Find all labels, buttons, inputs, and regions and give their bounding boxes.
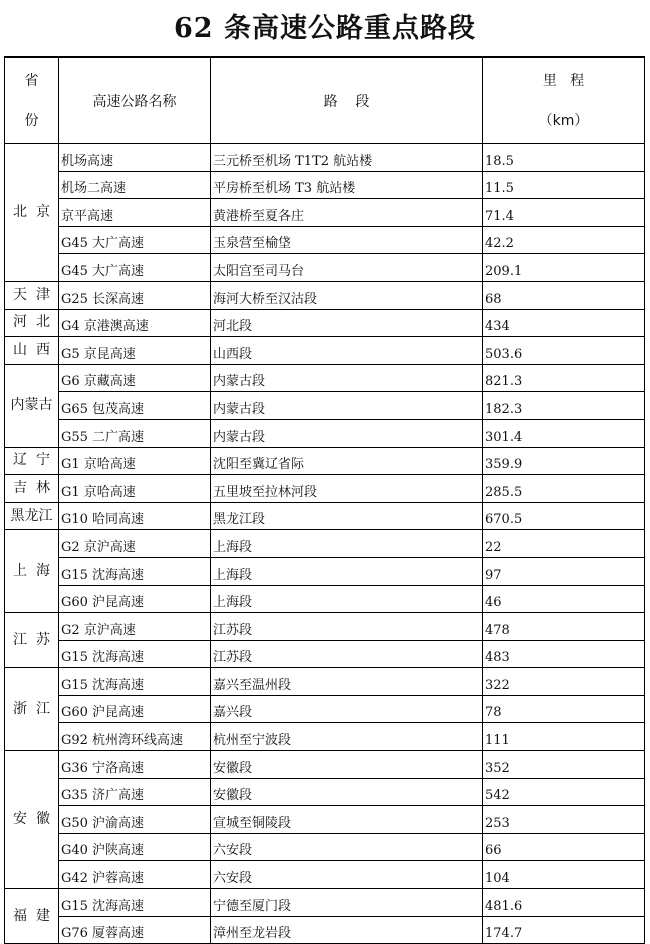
segment-cell: 嘉兴段 — [211, 695, 483, 723]
province-cell: 辽 宁 — [5, 447, 59, 475]
header-province-line1: 省 — [24, 72, 39, 89]
mileage-cell: 352 — [483, 751, 645, 779]
highway-name-cell: G76 厦蓉高速 — [59, 916, 211, 944]
province-cell: 吉 林 — [5, 475, 59, 503]
table-row — [5, 199, 645, 227]
mileage-cell: 359.9 — [483, 447, 645, 475]
highway-name-cell: G15 沈海高速 — [59, 557, 211, 585]
province-cell: 北 京 — [5, 144, 59, 282]
mileage-cell: 503.6 — [483, 337, 645, 365]
segment-cell: 海河大桥至汉沽段 — [211, 281, 483, 309]
table-row — [5, 695, 645, 723]
mileage-cell: 104 — [483, 861, 645, 889]
segment-cell: 宣城至铜陵段 — [211, 806, 483, 834]
table-row — [5, 447, 645, 475]
segment-cell: 山西段 — [211, 337, 483, 365]
highway-name-cell: G6 京藏高速 — [59, 364, 211, 392]
highway-name-cell: G1 京哈高速 — [59, 475, 211, 503]
highway-name-cell: G15 沈海高速 — [59, 668, 211, 696]
table-row — [5, 806, 645, 834]
mileage-cell: 209.1 — [483, 254, 645, 282]
province-cell: 内蒙古 — [5, 364, 59, 447]
province-cell: 山 西 — [5, 337, 59, 365]
highway-name-cell: G92 杭州湾环线高速 — [59, 723, 211, 751]
table-row — [5, 640, 645, 668]
table-row — [5, 557, 645, 585]
header-mileage-line1: 里 程 — [542, 72, 585, 89]
highway-name-cell: 京平高速 — [59, 199, 211, 227]
mileage-cell: 66 — [483, 833, 645, 861]
segment-cell: 杭州至宁波段 — [211, 723, 483, 751]
table-row — [5, 916, 645, 944]
segment-cell: 沈阳至冀辽省际 — [211, 447, 483, 475]
table-row — [5, 309, 645, 337]
header-highway-name: 高速公路名称 — [59, 57, 211, 144]
highway-name-cell: 机场高速 — [59, 144, 211, 172]
table-row — [5, 751, 645, 779]
mileage-cell: 68 — [483, 281, 645, 309]
mileage-cell: 11.5 — [483, 171, 645, 199]
province-cell: 安 徽 — [5, 751, 59, 889]
mileage-cell: 322 — [483, 668, 645, 696]
table-row — [5, 364, 645, 392]
segment-cell: 内蒙古段 — [211, 392, 483, 420]
segment-cell: 黑龙江段 — [211, 502, 483, 530]
mileage-cell: 481.6 — [483, 889, 645, 917]
table-body — [5, 144, 645, 944]
table-row — [5, 530, 645, 558]
table-row — [5, 419, 645, 447]
header-mileage-unit: （km） — [538, 112, 589, 129]
mileage-cell: 71.4 — [483, 199, 645, 227]
segment-cell: 上海段 — [211, 530, 483, 558]
province-cell: 上 海 — [5, 530, 59, 613]
highway-name-cell: G2 京沪高速 — [59, 613, 211, 641]
table-row — [5, 613, 645, 641]
highway-name-cell: G40 沪陕高速 — [59, 833, 211, 861]
segment-cell: 江苏段 — [211, 640, 483, 668]
highway-name-cell: 机场二高速 — [59, 171, 211, 199]
highway-name-cell: G36 宁洛高速 — [59, 751, 211, 779]
mileage-cell: 478 — [483, 613, 645, 641]
mileage-cell: 670.5 — [483, 502, 645, 530]
segment-cell: 六安段 — [211, 861, 483, 889]
mileage-cell: 301.4 — [483, 419, 645, 447]
highway-name-cell: G15 沈海高速 — [59, 889, 211, 917]
province-cell: 江 苏 — [5, 613, 59, 668]
mileage-cell: 542 — [483, 778, 645, 806]
segment-cell: 平房桥至机场 T3 航站楼 — [211, 171, 483, 199]
mileage-cell: 97 — [483, 557, 645, 585]
header-province — [5, 57, 59, 144]
mileage-cell: 111 — [483, 723, 645, 751]
highway-name-cell: G4 京港澳高速 — [59, 309, 211, 337]
table-header-row — [5, 57, 645, 144]
highway-name-cell: G55 二广高速 — [59, 419, 211, 447]
mileage-cell: 46 — [483, 585, 645, 613]
mileage-cell: 42.2 — [483, 226, 645, 254]
highway-name-cell: G35 济广高速 — [59, 778, 211, 806]
segment-cell: 安徽段 — [211, 751, 483, 779]
table-row — [5, 337, 645, 365]
table-row — [5, 723, 645, 751]
highway-name-cell: G15 沈海高速 — [59, 640, 211, 668]
table-row — [5, 778, 645, 806]
highway-table — [4, 56, 645, 944]
segment-cell: 五里坡至拉林河段 — [211, 475, 483, 503]
highway-name-cell: G42 沪蓉高速 — [59, 861, 211, 889]
table-row — [5, 585, 645, 613]
header-mileage — [483, 57, 645, 144]
segment-cell: 江苏段 — [211, 613, 483, 641]
table-row — [5, 144, 645, 172]
mileage-cell: 285.5 — [483, 475, 645, 503]
mileage-cell: 18.5 — [483, 144, 645, 172]
mileage-cell: 253 — [483, 806, 645, 834]
table-row — [5, 392, 645, 420]
highway-name-cell: G60 沪昆高速 — [59, 695, 211, 723]
table-row — [5, 668, 645, 696]
province-cell: 河 北 — [5, 309, 59, 337]
table-row — [5, 833, 645, 861]
table-row — [5, 502, 645, 530]
highway-name-cell: G50 沪渝高速 — [59, 806, 211, 834]
header-segment: 路 段 — [211, 57, 483, 144]
segment-cell: 六安段 — [211, 833, 483, 861]
segment-cell: 宁德至厦门段 — [211, 889, 483, 917]
mileage-cell: 821.3 — [483, 364, 645, 392]
province-cell: 福 建 — [5, 889, 59, 944]
segment-cell: 安徽段 — [211, 778, 483, 806]
segment-cell: 黄港桥至夏各庄 — [211, 199, 483, 227]
segment-cell: 上海段 — [211, 585, 483, 613]
table-row — [5, 861, 645, 889]
mileage-cell: 434 — [483, 309, 645, 337]
segment-cell: 太阳宫至司马台 — [211, 254, 483, 282]
segment-cell: 上海段 — [211, 557, 483, 585]
table-row — [5, 889, 645, 917]
segment-cell: 三元桥至机场 T1T2 航站楼 — [211, 144, 483, 172]
highway-name-cell: G5 京昆高速 — [59, 337, 211, 365]
province-cell: 黑龙江 — [5, 502, 59, 530]
table-row — [5, 475, 645, 503]
segment-cell: 内蒙古段 — [211, 364, 483, 392]
table-row — [5, 281, 645, 309]
highway-name-cell: G25 长深高速 — [59, 281, 211, 309]
segment-cell: 嘉兴至温州段 — [211, 668, 483, 696]
province-cell: 浙 江 — [5, 668, 59, 751]
highway-name-cell: G10 哈同高速 — [59, 502, 211, 530]
highway-name-cell: G65 包茂高速 — [59, 392, 211, 420]
header-province-line2: 份 — [24, 112, 39, 129]
highway-name-cell: G45 大广高速 — [59, 226, 211, 254]
page-title: 62 条高速公路重点路段 — [174, 13, 476, 44]
mileage-cell: 22 — [483, 530, 645, 558]
mileage-cell: 78 — [483, 695, 645, 723]
segment-cell: 河北段 — [211, 309, 483, 337]
mileage-cell: 174.7 — [483, 916, 645, 944]
segment-cell: 内蒙古段 — [211, 419, 483, 447]
table-row — [5, 171, 645, 199]
highway-name-cell: G1 京哈高速 — [59, 447, 211, 475]
table-row — [5, 254, 645, 282]
mileage-cell: 483 — [483, 640, 645, 668]
segment-cell: 漳州至龙岩段 — [211, 916, 483, 944]
province-cell: 天 津 — [5, 281, 59, 309]
highway-name-cell: G2 京沪高速 — [59, 530, 211, 558]
highway-name-cell: G60 沪昆高速 — [59, 585, 211, 613]
table-row — [5, 226, 645, 254]
mileage-cell: 182.3 — [483, 392, 645, 420]
highway-name-cell: G45 大广高速 — [59, 254, 211, 282]
segment-cell: 玉泉营至榆垡 — [211, 226, 483, 254]
